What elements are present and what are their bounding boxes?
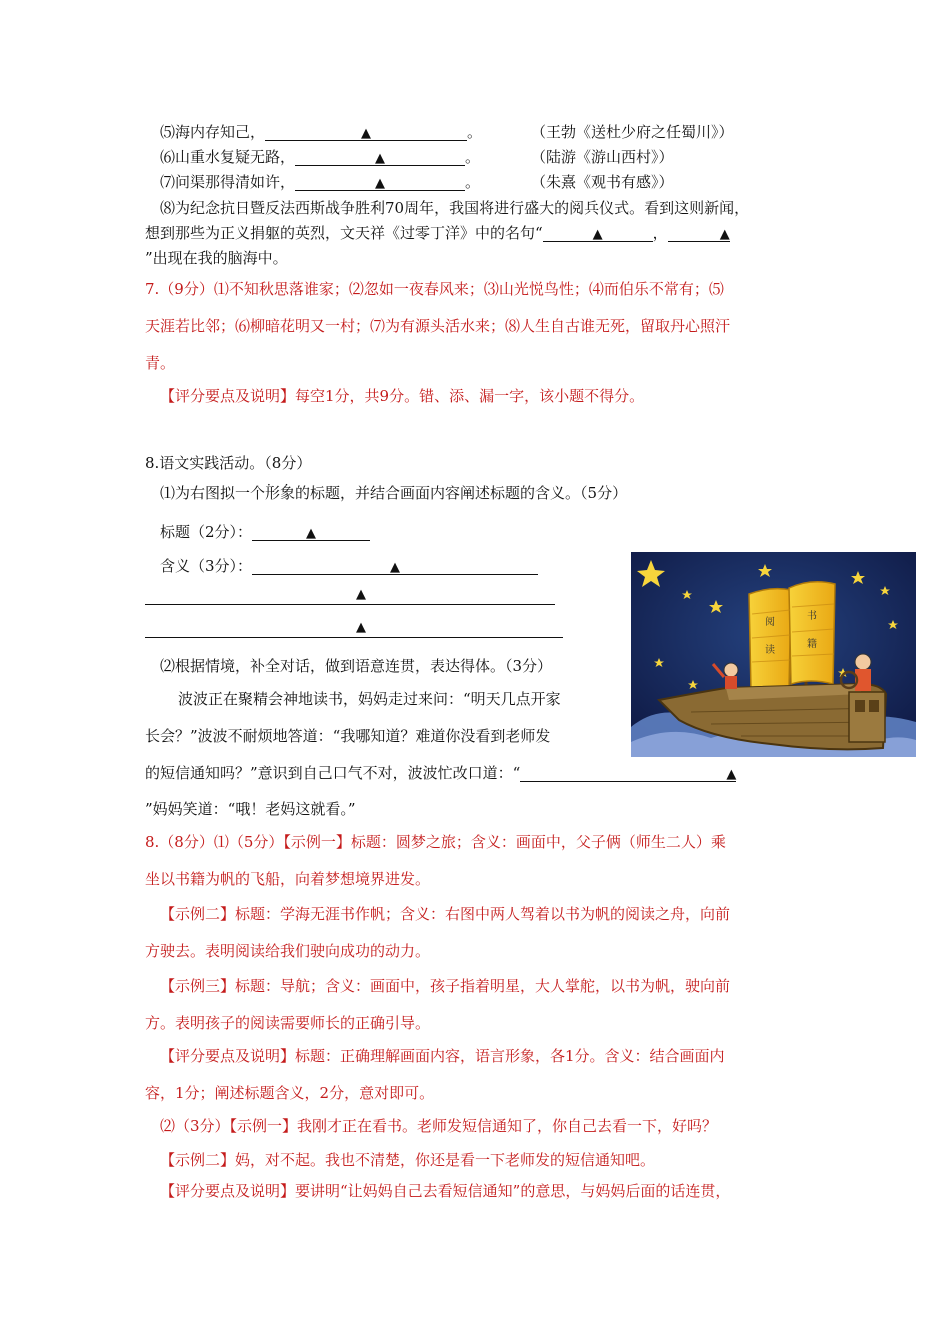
answer-7-note: 【评分要点及说明】每空1分，共9分。错、添、漏一字，该小题不得分。 [160,387,645,405]
answer-8-line-1: 8.（8分）⑴（5分）【示例一】标题：圆梦之旅；含义：画面中，父子俩（师生二人）乘 [145,833,726,851]
answer-7-line-3: 青。 [145,354,176,372]
poem-line-7 [160,172,480,192]
title-label-row [160,522,370,542]
meaning-label: 含义（3分）： [160,557,253,575]
answer-line [145,637,563,638]
title-label: 标题（2分）： [160,523,253,541]
child-figure [724,663,738,677]
comma: ， [652,224,668,242]
poem-end: 。 [465,173,481,191]
answer-8-line-5: 【示例三】标题：导航；含义：画面中，孩子指着明星，大人掌舵，以书为帆，驶向前 [160,977,731,995]
poem-line-5 [160,122,482,142]
dialogue-line-1: 波波正在聚精会神地读书，妈妈走过来问：“明天几点开家 [178,690,561,708]
triangle-marker-icon: ▲ [361,126,372,141]
dialogue-line-4: ”妈妈笑道：“哦！老妈这就看。” [145,800,356,818]
sail-right [789,582,835,684]
part-1-text: ⑴为右图拟一个 [160,484,266,502]
answer-blank [295,173,465,191]
answer-blank [265,123,467,141]
answer-8-line-7: 【评分要点及说明】标题：正确理解画面内容，语言形象，各1分。含义：结合画面内 [160,1047,725,1065]
triangle-marker-icon: ▲ [592,227,603,242]
answer-8-line-9: ⑵（3分）【示例一】我刚才正在看书。老师发短信通知了，你自己去看一下，好吗？ [160,1117,718,1135]
poem-line-5-text: ⑸海内存知己， [160,123,266,141]
poem-end: 。 [465,148,481,166]
adult-figure [855,654,871,670]
triangle-marker-icon: ▲ [306,526,317,541]
poem-line-8b-text: 想到那些为正义捐躯的英烈，文天祥《过零丁洋》中的名句“ [145,224,543,242]
triangle-marker-icon: ▲ [375,151,386,166]
poem-line-6 [160,147,480,167]
triangle-marker-icon: ▲ [356,587,366,602]
dialogue-line-3 [145,763,736,783]
emphasis-dotted-text: · · 形象的 [265,484,310,502]
reading-boat-illustration [631,552,916,757]
sail-right-char-2: 籍 [807,639,817,650]
answer-blank [295,148,465,166]
question-8-part-1 [160,483,627,503]
answer-blank [520,764,736,782]
question-8-part-2: ⑵根据情境，补全对话，做到语意连贯，表达得体。（3分） [160,657,553,675]
sail-right-char-1: 书 [807,611,817,622]
answer-8-line-8: 容，1分；阐述标题含义，2分，意对即可。 [145,1084,435,1102]
sail-left-char-2: 读 [765,645,775,656]
poem-line-7-text: ⑺问渠那得清如许， [160,173,296,191]
answer-blank [252,557,538,575]
poem-line-8c: ”出现在我的脑海中。 [145,249,288,267]
triangle-marker-icon: ▲ [356,620,366,635]
answer-line [145,604,555,605]
dialogue-line-3-text: 的短信通知吗？”意识到自己口气不对，波波忙改口道：“ [145,764,521,782]
poem-line-8a: ⑻为纪念抗日暨反法西斯战争胜利70周年，我国将进行盛大的阅兵仪式。看到这则新闻， [160,199,750,217]
answer-blank [668,224,730,242]
answer-8-line-2: 坐以书籍为帆的飞船，向着梦想境界进发。 [145,870,431,888]
illustration-svg [631,552,916,757]
answer-7-line-1: 7.（9分）⑴不知秋思落谁家；⑵忽如一夜春风来；⑶山光悦鸟性；⑷而伯乐不常有；⑸ [145,280,724,298]
answer-blank [543,224,653,242]
answer-blank [252,523,370,541]
answer-8-line-4: 方驶去。表明阅读给我们驶向成功的动力。 [145,942,431,960]
question-8-heading: 8.语文实践活动。（8分） [145,454,312,472]
poem-end: 。 [467,123,483,141]
poem-line-8b [145,223,730,243]
triangle-marker-icon: ▲ [719,227,730,242]
meaning-label-row [160,556,538,576]
part-1-text: 标题，并结合画面内容阐述标题的含义。（5分） [310,484,628,502]
answer-8-line-11: 【评分要点及说明】要讲明“让妈妈自己去看短信通知”的意思，与妈妈后面的话连贯， [160,1182,731,1200]
triangle-marker-icon: ▲ [375,176,386,191]
answer-7-line-2: 天涯若比邻；⑹柳暗花明又一村；⑺为有源头活水来；⑻人生自古谁无死，留取丹心照汗 [145,317,731,335]
answer-8-line-3: 【示例二】标题：学海无涯书作帆；含义：右图中两人驾着以书为帆的阅读之舟，向前 [160,905,731,923]
poem-source-7: （朱熹《观书有感》） [531,173,674,191]
answer-8-line-6: 方。表明孩子的阅读需要师长的正确引导。 [145,1014,431,1032]
sail-left [749,589,791,690]
triangle-marker-icon: ▲ [390,560,401,575]
poem-line-6-text: ⑹山重水复疑无路， [160,148,296,166]
poem-source-6: （陆游《游山西村》） [531,148,674,166]
triangle-marker-icon: ▲ [726,767,737,782]
sail-left-char-1: 阅 [765,617,775,628]
poem-source-5: （王勃《送杜少府之任蜀川》） [531,123,734,141]
answer-8-line-10: 【示例二】妈，对不起。我也不清楚，你还是看一下老师发的短信通知吧。 [160,1151,656,1169]
dialogue-line-2: 长会？”波波不耐烦地答道：“我哪知道？难道你没看到老师发 [145,727,551,745]
